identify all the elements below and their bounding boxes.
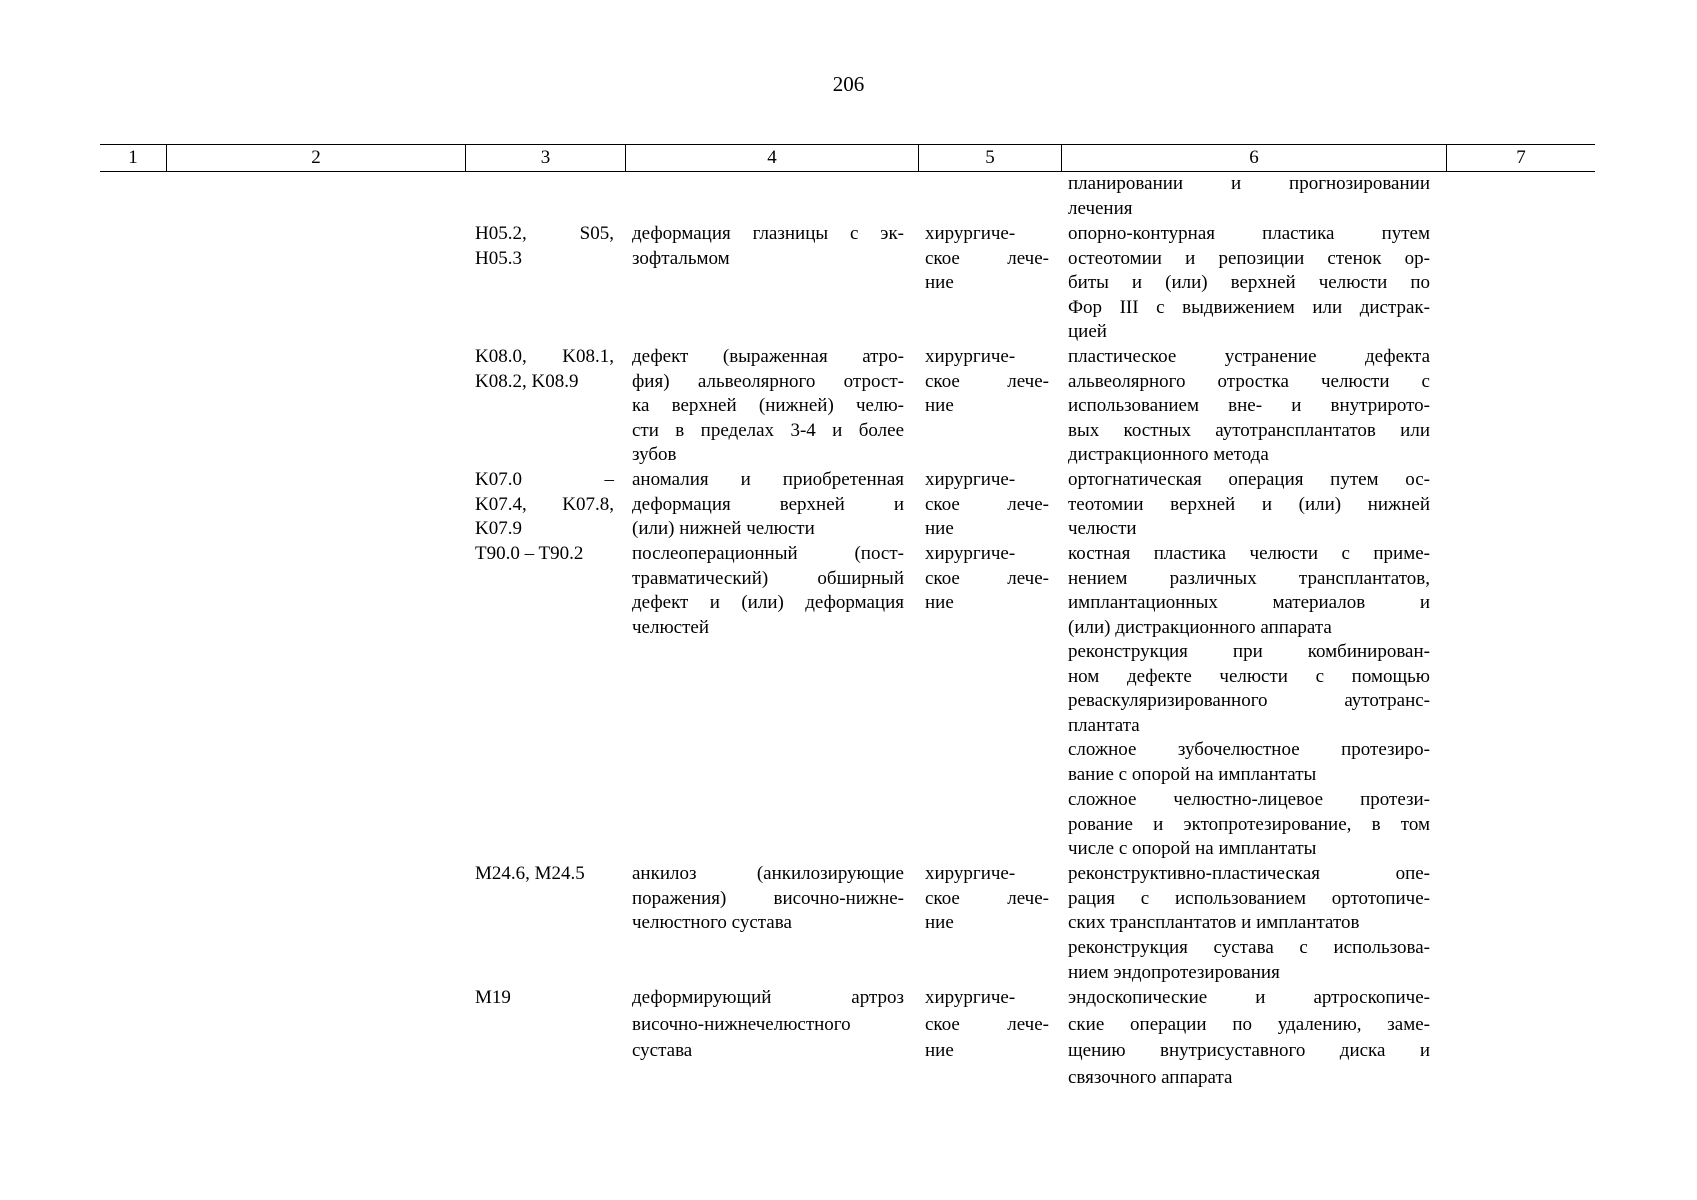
cell-r4c-col6: [1068, 738, 1430, 787]
cell-line: послеоперационный (пост-: [632, 543, 904, 564]
cell-line: M24.6, M24.5: [475, 863, 585, 884]
cell-line: травматический) обширный: [632, 567, 904, 589]
cell-line: реконструкция сустава с использова-: [1068, 937, 1430, 958]
cell-line: ское лече-: [925, 247, 1049, 269]
cell-r2-col6: [1068, 345, 1430, 468]
cell-line: ортогнатическая операция путем ос-: [1068, 469, 1430, 490]
cell-line: H05.3: [475, 247, 522, 269]
cell-line: хирургиче-: [925, 346, 1016, 367]
cell-line: остеотомии и репозиции стенок ор-: [1068, 247, 1430, 269]
cell-line: имплантационных материалов и: [1068, 592, 1430, 613]
cell-r1-col4: [632, 222, 904, 271]
cell-line: щению внутрисуставного диска и: [1068, 1040, 1430, 1061]
header-col-2: 2: [166, 145, 465, 171]
cell-line: ских трансплантатов и имплантатов: [1068, 912, 1360, 933]
cell-line: нением различных трансплантатов,: [1068, 567, 1430, 589]
cell-line: K08.0, K08.1,: [475, 346, 614, 367]
table-header: [100, 144, 1595, 172]
cell-line: ка верхней (нижней) челю-: [632, 395, 904, 416]
cell-r4b-col6: [1068, 640, 1430, 738]
cell-line: реваскуляризированного аутотранс-: [1068, 690, 1430, 711]
cell-line: ном дефекте челюсти с помощью: [1068, 665, 1430, 687]
cell-line: K07.0 –: [475, 469, 614, 490]
page-number: 206: [832, 72, 865, 96]
cell-line: вых костных аутотрансплантатов или: [1068, 419, 1430, 441]
cell-r6-col4: [632, 985, 904, 1065]
cell-line: Фор III с выдвижением или дистрак-: [1068, 296, 1430, 318]
cell-line: K07.9: [475, 518, 522, 539]
cell-r3-col5: [925, 468, 1049, 542]
cell-r6-col5: [925, 985, 1049, 1065]
header-col-6: 6: [1061, 145, 1446, 171]
cell-line: ние: [925, 272, 954, 293]
cell-line: опорно-контурная пластика путем: [1068, 223, 1430, 244]
cell-line: ские операции по удалению, заме-: [1068, 1013, 1430, 1035]
header-col-3: 3: [465, 145, 625, 171]
cell-line: биты и (или) верхней челюсти по: [1068, 272, 1430, 293]
cell-r3-col6: [1068, 468, 1430, 542]
cell-line: зубов: [632, 444, 677, 465]
cell-r3-col4: [632, 468, 904, 542]
cell-line: ние: [925, 518, 954, 539]
cell-line: поражения) височно-нижне-: [632, 887, 904, 909]
cell-line: ние: [925, 592, 954, 613]
cell-r3-col3: [475, 468, 614, 542]
header-col-4: 4: [625, 145, 918, 171]
cell-r4-col6: [1068, 542, 1430, 640]
cell-line: фия) альвеолярного отрост-: [632, 370, 904, 392]
cell-line: использованием вне- и внутрирото-: [1068, 395, 1430, 416]
cell-line: эндоскопические и артроскопиче-: [1068, 987, 1430, 1008]
cell-line: рование и эктопротезирование, в том: [1068, 813, 1430, 835]
cell-line: ние: [925, 912, 954, 933]
cell-r4-col5: [925, 542, 1049, 616]
cell-line: ское лече-: [925, 887, 1049, 909]
cell-line: связочного аппарата: [1068, 1066, 1233, 1088]
cell-r6-col6: [1068, 985, 1430, 1091]
cell-line: хирургиче-: [925, 863, 1016, 884]
header-col-1: 1: [128, 147, 138, 168]
cell-line: дефект (выраженная атро-: [632, 346, 904, 367]
cell-line: височно-нижнечелюстного: [632, 1013, 851, 1035]
cell-line: хирургиче-: [925, 987, 1016, 1008]
cell-line: деформация верхней и: [632, 493, 904, 515]
cell-line: реконструктивно-пластическая опе-: [1068, 863, 1430, 884]
cell-line: хирургиче-: [925, 543, 1016, 564]
cell-r2-col5: [925, 345, 1049, 419]
cell-line: пластическое устранение дефекта: [1068, 346, 1430, 367]
cell-line: альвеолярного отростка челюсти с: [1068, 370, 1430, 392]
cell-r4-col4: [632, 542, 904, 640]
cell-line: (или) нижней челюсти: [632, 518, 815, 539]
header-col-7: 7: [1446, 145, 1595, 171]
cell-line: лечения: [1068, 197, 1133, 219]
cell-line: дефект и (или) деформация: [632, 592, 904, 613]
cell-r1-col6: [1068, 222, 1430, 345]
cell-r1-col5: [925, 222, 1049, 296]
cell-line: анкилоз (анкилозирующие: [632, 863, 904, 884]
cell-line: T90.0 – T90.2: [475, 543, 584, 564]
cell-line: сти в пределах 3-4 и более: [632, 419, 904, 441]
cell-r4-col3: [475, 542, 614, 567]
cell-line: ние: [925, 1040, 954, 1061]
cell-r2-col4: [632, 345, 904, 468]
cell-line: теотомии верхней и (или) нижней: [1068, 493, 1430, 515]
cell-line: рация с использованием ортотопиче-: [1068, 887, 1430, 909]
header-col-5: 5: [918, 145, 1061, 171]
cell-r1-col3: [475, 222, 614, 271]
cell-line: H05.2, S05,: [475, 223, 614, 244]
cell-line: ние: [925, 395, 954, 416]
cell-line: вание с опорой на имплантаты: [1068, 763, 1317, 785]
cell-line: хирургиче-: [925, 469, 1016, 490]
cell-r2-col3: [475, 345, 614, 394]
cell-line: сустава: [632, 1040, 693, 1061]
cell-line: ское лече-: [925, 1013, 1049, 1035]
cell-line: ское лече-: [925, 493, 1049, 515]
cell-line: ское лече-: [925, 567, 1049, 589]
cell-line: реконструкция при комбинирован-: [1068, 641, 1430, 662]
cell-line: аномалия и приобретенная: [632, 469, 904, 490]
cell-line: плантата: [1068, 714, 1140, 736]
cell-line: нием эндопротезирования: [1068, 961, 1280, 983]
cell-line: челюсти: [1068, 518, 1137, 539]
cell-line: деформирующий артроз: [632, 987, 904, 1008]
cell-line: K08.2, K08.9: [475, 370, 579, 392]
cell-line: числе с опорой на имплантаты: [1068, 838, 1317, 859]
cell-line: зофтальмом: [632, 247, 730, 269]
cell-line: цией: [1068, 321, 1107, 342]
cell-r5-col4: [632, 862, 904, 936]
cell-r5-col3: [475, 862, 614, 887]
cell-line: хирургиче-: [925, 223, 1016, 244]
cell-line: (или) дистракционного аппарата: [1068, 616, 1332, 638]
cell-line: ское лече-: [925, 370, 1049, 392]
cell-line: челюстного сустава: [632, 912, 792, 933]
cell-r4d-col6: [1068, 788, 1430, 862]
cell-line: деформация глазницы с эк-: [632, 223, 904, 244]
cell-line: сложное зубочелюстное протезиро-: [1068, 739, 1430, 760]
cell-r5-col5: [925, 862, 1049, 936]
cell-cont-col6: [1068, 172, 1430, 221]
cell-line: костная пластика челюсти с приме-: [1068, 543, 1430, 564]
cell-r6-col3: [475, 985, 614, 1012]
cell-r5-col6: [1068, 862, 1430, 936]
cell-line: M19: [475, 987, 511, 1008]
cell-line: челюстей: [632, 616, 710, 638]
cell-line: сложное челюстно-лицевое протези-: [1068, 789, 1430, 810]
cell-r5b-col6: [1068, 936, 1430, 985]
cell-line: дистракционного метода: [1068, 444, 1269, 465]
cell-line: планировании и прогнозировании: [1068, 173, 1430, 194]
cell-line: K07.4, K07.8,: [475, 493, 614, 515]
